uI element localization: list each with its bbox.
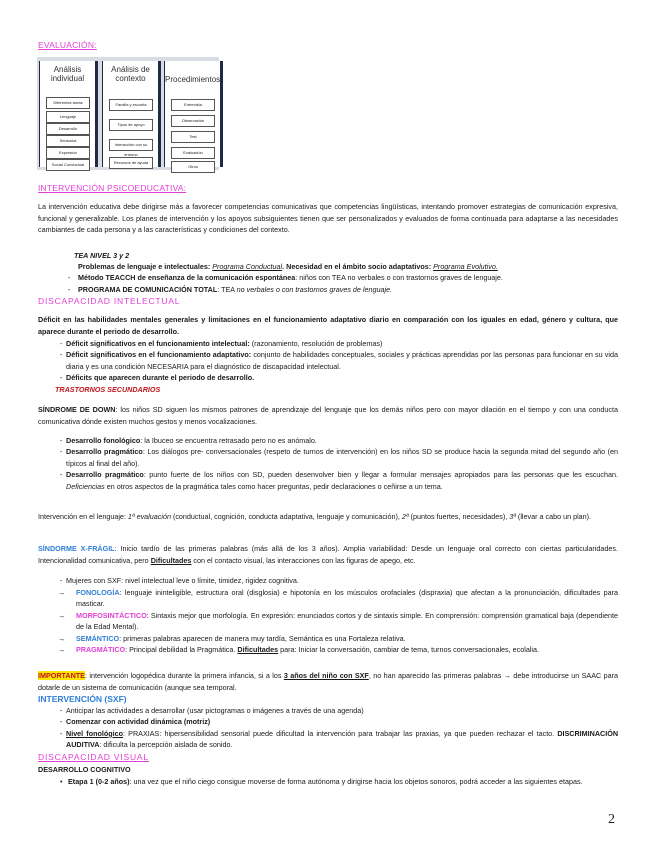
list-item: - Mujeres con SXF: nivel intelectual leve o límite, timidez, rigidez cognitiva. xyxy=(38,575,618,586)
xfragil-paragraph: SÍNDORME X-FRÁGIL: Inicio tardío de las primeras palabras (más allá de los 3 años). Amplia variabilidad: Desde un lenguaje oral correcto con ciertas particularidades. Intencionalidad comunicativa, pero Dificultades con el contacto visual, las interacciones con las figuras de apego, etc. xyxy=(38,544,618,565)
list-item: → MORFOSINTÁCTICO: Sintaxis mejor que morfología. En expresión: enunciados cortos y de sintaxis simple. En comprensión: comprensión gramatical baja (dependiente de la Edad Mental). xyxy=(38,610,618,633)
list-item: Problemas de lenguaje e intelectuales: Programa Conductual. Necesidad en el ámbito socio adaptativos: Programa Evolutivo. xyxy=(78,262,498,271)
diagram-box: Social Conductual xyxy=(46,159,90,171)
desarrollo-cognitivo-heading: DESARROLLO COGNITIVO xyxy=(38,765,131,774)
diagram-column-title: Procedimientos xyxy=(165,75,221,84)
list-item: → FONOLOGÍA: lenguaje ininteligible, estructura oral (disglosia) e hipotonía en los músculos orofaciales (dispraxia) que afectan a la pronunciación, dificultades para masticar. xyxy=(38,587,618,610)
tea-list xyxy=(38,261,618,295)
diagram-column-title: Análisis individual xyxy=(50,65,85,83)
page-number: 2 xyxy=(608,812,615,827)
diagram-box: Tipos de apoyo xyxy=(109,119,153,131)
list-item: - Nivel fonológico: PRAXIAS: hipersensibilidad sensorial puede dificultad la intervención para trabajar las praxias, ya que pueden rechazar el tacto. DISCRIMINACIÓN AUDITIVA: dificulta la percepción aislada de sonido. xyxy=(38,728,618,751)
diagram-column-individual xyxy=(39,61,98,167)
evaluation-diagram xyxy=(37,57,219,170)
list-item: - Déficit significativos en el funcionamiento adaptativo: conjunto de habilidades conceptuales, sociales y prácticas aprendidas por las personas para funcionar en su vida diaria y es una condición NECESARIA para el diagnóstico de discapacidad intelectual. xyxy=(38,349,618,372)
diagram-box: Recursos de ayuda xyxy=(109,157,153,169)
list-item: - Método TEACCH de enseñanza de la comunicación espontánea: niños con TEA no verbales o con trastornos graves de lenguaje. xyxy=(68,273,503,283)
intervencion-psico-heading: INTERVENCIÓN PSICOEDUCATIVA: xyxy=(38,183,187,193)
diagram-box: Otros xyxy=(171,161,215,173)
list-item: - Desarrollo pragmático: Los diálogos pre- conversacionales (respeto de turnos de intervención) en los niños SD se produce hacia la segunda mitad del segundo año (en típicos al final del año). xyxy=(38,446,618,469)
diagram-box: Interacción con su entorno xyxy=(109,139,153,151)
diagram-box: Desarrollo xyxy=(46,123,90,135)
list-item: - PROGRAMA DE COMUNICACIÓN TOTAL: TEA no verbales o con trastornos graves de lenguaje. xyxy=(68,284,393,294)
list-item: • Etapa 1 (0-2 años): una vez que el niño ciego consigue moverse de forma autónoma y dirigirse hacia los objetos sonoros, podrá acceder a las siguientes etapas. xyxy=(38,776,618,787)
down-intervencion: Intervención en el lenguaje: 1ª evaluación (conductual, cognición, conducta adaptativa, lenguaje y comunicación), 2ª (puntos fuertes, necesidades), 3ª (llevar a cabo un plan). xyxy=(38,512,592,521)
intervencion-sxf-list xyxy=(38,705,618,751)
list-item: - Comenzar con actividad dinámica (motriz) xyxy=(38,716,618,727)
importante-paragraph: IMPORTANTE: intervención logopédica durante la primera infancia, si a los 3 años del niño con SXF, no han aparecido las primeras palabras → debe introducirse un SAAC para dotarle de un sistema de comunicación (aunque sea temporal. xyxy=(38,671,618,692)
evaluacion-heading: EVALUACIÓN: xyxy=(38,40,97,50)
list-item: - Desarrollo pragmático: punto fuerte de los niños con SD, pueden desenvolver bien y llegar a formular mensajes apropiados para las personas que les escuchan. Deficiencias en otros aspectos de la pragmática tales como hacer preguntas, pedir declaraciones o ceñirse a un tema. xyxy=(38,469,618,492)
xfragil-arrow-list xyxy=(38,587,618,655)
visual-list xyxy=(38,776,618,787)
list-item: - Desarrollo fonológico: la Ibuceo se encuentra retrasado pero no es anómalo. xyxy=(38,435,618,446)
down-paragraph: SÍNDROME DE DOWN: los niños SD siguen los mismos patrones de aprendizaje del lenguaje que los demás niños pero con mayor dilación en el tiempo y con una conducta comunicativa dónde existen muchos gestos y menos vocalizaciones. xyxy=(38,405,618,426)
intervencion-sxf-heading: INTERVENCIÓN (SXF) xyxy=(38,694,127,704)
diagram-box: Expresión xyxy=(46,147,90,159)
diagram-box: Evaluación xyxy=(171,147,215,159)
diagram-box: Diferentes áreas xyxy=(46,97,90,109)
di-list xyxy=(38,338,618,384)
intervencion-psico-paragraph: La intervención educativa debe dirigirse más a favorecer competencias comunicativas que competencias lingüísticas, intentando promover estrategias de comunicación expresiva, funcional y generalizable. Los planes de intervención y los apoyos subsiguientes tienen que ser personalizados y evaluados de forma continuada para adaptarse a las necesidades cambiantes de cada persona y a las características y condiciones del contexto. xyxy=(38,202,618,235)
list-item: - Déficit significativos en el funcionamiento intelectual: (razonamiento, resolución de problemas) xyxy=(38,338,618,349)
diagram-column-title: Análisis de contexto xyxy=(111,65,150,83)
xfragil-list xyxy=(38,575,618,586)
diagram-box: Test xyxy=(171,131,215,143)
down-list xyxy=(38,435,618,492)
diagram-box: Sensorial xyxy=(46,135,90,147)
diagram-column-contexto xyxy=(102,61,161,167)
tea-block xyxy=(74,250,129,262)
list-item: → PRAGMÁTICO: Principal debilidad la Pragmática. Dificultades para: Iniciar la conversación, cambiar de tema, turnos conversacionales, ecolalia. xyxy=(38,644,618,655)
discapacidad-intelectual-heading: DISCAPACIDAD INTELECTUAL xyxy=(38,296,181,306)
trastornos-secundarios: TRASTORNOS SECUNDARIOS xyxy=(55,385,161,394)
diagram-column-procedimientos xyxy=(164,61,223,167)
diagram-box: Familia y escuela xyxy=(109,99,153,111)
diagram-box: Lenguaje xyxy=(46,111,90,123)
discapacidad-intelectual-paragraph: Déficit en las habilidades mentales generales y limitaciones en el funcionamiento adaptativo diario en comparación con los iguales en edad, género y cultura, que aparece durante el periodo de desarrollo. xyxy=(38,315,618,336)
diagram-box: Entrevista xyxy=(171,99,215,111)
list-item: → SEMÁNTICO: primeras palabras aparecen de manera muy tardía, Semántica es una Fortaleza relativa. xyxy=(38,633,618,644)
discapacidad-visual-heading: DISCAPACIDAD VISUAL xyxy=(38,752,149,762)
tea-title: TEA NIVEL 3 y 2 xyxy=(74,251,130,260)
list-item: - Anticipar las actividades a desarrollar (usar pictogramas o imágenes a través de una agenda) xyxy=(38,705,618,716)
diagram-box: Observación xyxy=(171,115,215,127)
list-item: - Déficits que aparecen durante el periodo de desarrollo. xyxy=(38,372,618,383)
